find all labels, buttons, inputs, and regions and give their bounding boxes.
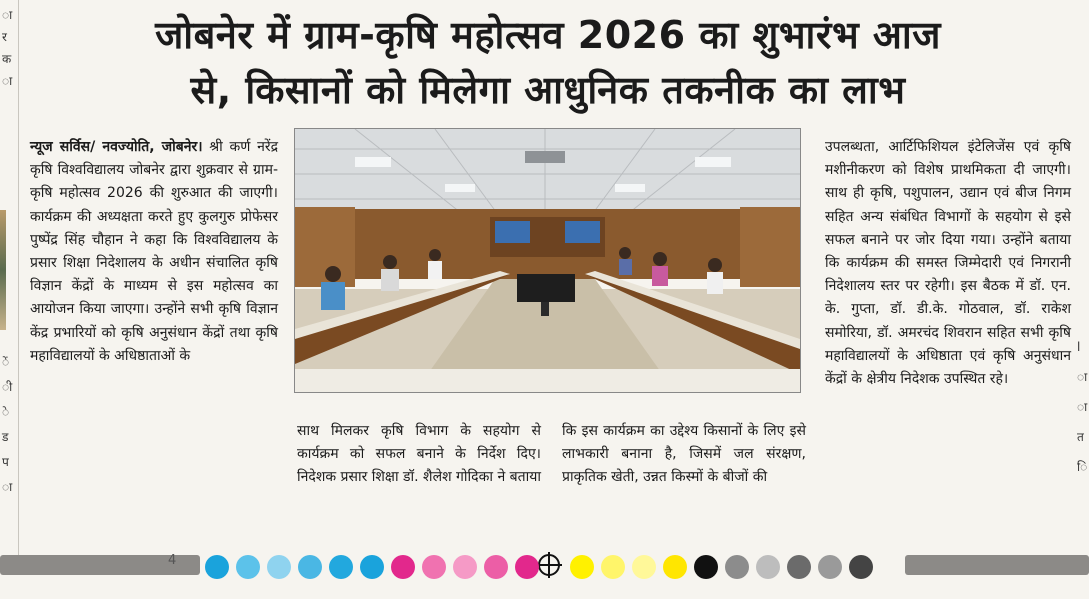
article-column-1 bbox=[30, 136, 278, 368]
column-4-text: उपलब्धता, आर्टिफिशियल इंटेलिजेंस एवं कृषि मशीनीकरण को विशेष प्राथमिकता दी जाएगी। साथ ही कृषि, पशुपालन, उद्यान एवं बीज निगम सहित अन्य संबंधित विभागों के सहयोग से इसे सफल बनाने पर जोर दिया गया। उन्होंने बताया कि कार्यक्रम की समस्त जिम्मेदारी एवं निगरानी निदेशालय स्तर पर रहेगी। इस बैठक में डॉ. एन. के. गुप्ता, डॉ. डी.के. गोठवाल, डॉ. राकेश समोरिया, डॉ. अमरचंद शिवरान सहित सभी कृषि महाविद्यालयों के अधिष्ठाता एवं कृषि अनुसंधान केंद्रों के क्षेत्रीय निदेशक उपस्थित रहे। bbox=[825, 139, 1071, 388]
color-swatch bbox=[725, 555, 749, 579]
color-swatch bbox=[391, 555, 415, 579]
column-3-text: कि इस कार्यक्रम का उद्देश्य किसानों के लिए इसे लाभकारी बनाना है, जिसमें जल संरक्षण, प्राकृतिक खेती, उन्नत किस्मों के बीजों की bbox=[562, 423, 806, 486]
color-swatch bbox=[601, 555, 625, 579]
color-swatch bbox=[205, 555, 229, 579]
color-swatch bbox=[818, 555, 842, 579]
article-column-4 bbox=[825, 136, 1071, 391]
fragment-text: त bbox=[1077, 430, 1084, 444]
fragment-text: ड bbox=[2, 430, 9, 444]
color-swatch bbox=[787, 555, 811, 579]
article-column-3 bbox=[562, 420, 806, 490]
color-swatch bbox=[453, 555, 477, 579]
column-2-text: साथ मिलकर कृषि विभाग के सहयोग से कार्यक्रम को सफल बनाने के निर्देश दिए। निदेशक प्रसार शिक्षा डॉ. शैलेश गोदिका ने बताया bbox=[297, 423, 542, 486]
page-number: 4 bbox=[168, 553, 177, 568]
dateline: न्यूज सर्विस/ नवज्योति, जोबनेर। bbox=[30, 139, 203, 155]
headline-line-2: से, किसानों को मिलेगा आधुनिक तकनीक का लाभ bbox=[190, 68, 906, 112]
registration-mark-icon bbox=[536, 552, 562, 578]
color-swatch bbox=[298, 555, 322, 579]
fragment-text: ा bbox=[2, 74, 13, 88]
color-swatch bbox=[267, 555, 291, 579]
fragment-text: ा bbox=[2, 480, 13, 494]
color-swatch bbox=[484, 555, 508, 579]
color-swatch bbox=[570, 555, 594, 579]
color-swatch bbox=[632, 555, 656, 579]
adjacent-photo-fragment bbox=[0, 210, 6, 330]
fragment-text: l bbox=[1077, 340, 1081, 354]
column-1-text: श्री कर्ण नरेंद्र कृषि विश्वविद्यालय जोबनेर द्वारा शुक्रवार से ग्राम-कृषि महोत्सव 2026 की शुरुआत की जाएगी। कार्यक्रम की अध्यक्षता करते हुए कुलगुरु प्रोफेसर पुष्पेंद्र सिंह चौहान ने कहा कि विश्वविद्यालय के प्रसार शिक्षा निदेशालय के अधीन संचालित कृषि विज्ञान केंद्रों के माध्यम से इस महोत्सव का आयोजन किया जाएगा। उन्होंने सभी कृषि विज्ञान केंद्र प्रभारियों को कृषि अनुसंधान केंद्रों तथा कृषि महाविद्यालयों के अधिष्ठाताओं के bbox=[30, 139, 279, 364]
fragment-text: ी bbox=[2, 380, 13, 394]
color-swatch bbox=[515, 555, 539, 579]
fragment-text: ि bbox=[1077, 460, 1088, 474]
color-swatch bbox=[329, 555, 353, 579]
color-swatch bbox=[849, 555, 873, 579]
color-swatch bbox=[422, 555, 446, 579]
printer-grey-bar-right bbox=[905, 555, 1089, 575]
headline-line-1: जोबनेर में ग्राम-कृषि महोत्सव 2026 का शुभारंभ आज bbox=[155, 13, 941, 57]
fragment-text: ें bbox=[2, 355, 10, 369]
color-swatch bbox=[236, 555, 260, 579]
color-swatch bbox=[756, 555, 780, 579]
meeting-photo bbox=[294, 128, 801, 393]
fragment-text: क bbox=[2, 52, 12, 66]
color-swatch bbox=[360, 555, 384, 579]
article-column-2 bbox=[297, 420, 541, 490]
fragment-text: े bbox=[2, 405, 10, 419]
fragment-text: ा bbox=[2, 8, 13, 22]
color-swatch bbox=[694, 555, 718, 579]
adjacent-column-fragment-right bbox=[1075, 130, 1089, 560]
fragment-text: ा bbox=[1077, 400, 1088, 414]
fragment-text: ा bbox=[1077, 370, 1088, 384]
fragment-text: र bbox=[2, 30, 7, 44]
color-swatch bbox=[663, 555, 687, 579]
fragment-text: प bbox=[2, 455, 9, 469]
